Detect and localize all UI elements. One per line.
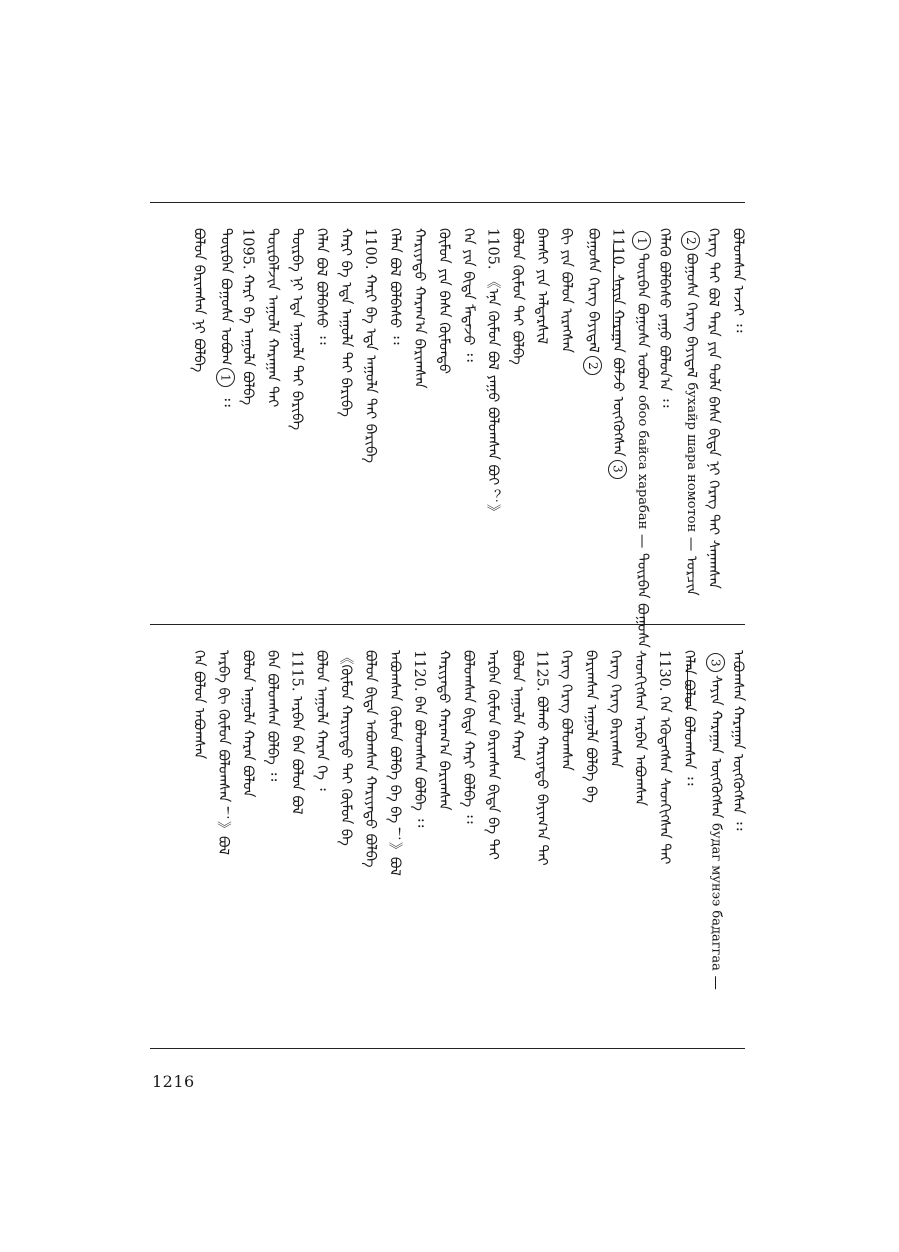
text-tail: — [707, 970, 724, 990]
upper-block-column [191, 228, 206, 372]
mongolian-text: 《ᠬᠦᠮᠦᠨ ᠬᠠᠷᠢᠶᠠᠲᠤ ᠲᠡᠢ ᠬᠦᠮᠦᠨ ᠪᠠ [337, 650, 354, 846]
upper-block-column [485, 228, 500, 519]
lower-block-column [608, 650, 623, 768]
line-number: 1095. [239, 228, 256, 275]
mongolian-text: ᠰᠠᠶᠢᠨ ᠬᠠᠷᠠᠭᠠᠨ ᠦᠭᠭᠦᠭᠰᠡᠨ [707, 675, 724, 824]
footnote-marker: 3 [706, 653, 725, 672]
footnote-marker: 2 [681, 231, 700, 250]
lower-block-column [583, 650, 598, 803]
mongolian-text: ᠪᠣᠭᠤᠰᠠ ᠬᠡᠷᠡᠭ ᠪᠠᠶᠢᠳᠠᠯ [585, 228, 601, 353]
cyrillic-transcription: будаг мунээ бадаггаа [708, 823, 724, 971]
mongolian-text: ᠳᠦᠷᠪᠡᠨ ᠪᠣᠭᠤᠰᠠ ᠣᠪᠣᠭ [217, 228, 234, 366]
mongolian-text: ᠬᠡᠯᠡᠨ ᠪᠣᠯᠤᠨ ᠪᠣᠯᠤᠭᠰᠠᠨ ᠄᠄ [680, 650, 697, 786]
upper-block-column [583, 228, 602, 378]
mongolian-text: ᠪᠣᠯᠬᠤ ᠬᠠᠷᠢᠶᠠᠲᠤ ᠪᠠᠶᠢᠭ᠎ᠠ ᠲᠡᠢ [533, 696, 550, 866]
lower-block-column [412, 650, 427, 827]
footnote-reference: 2 [583, 356, 602, 375]
lower-block-column [706, 650, 725, 990]
upper-block-column [559, 228, 574, 353]
upper-block-column [314, 228, 329, 345]
mongolian-text: ᠬᠦᠮᠦᠨ ᠶᠢᠨ ᠪᠠᠰᠠ ᠬᠦᠮᠦᠨᠳᠦ [435, 228, 452, 374]
mongolian-text: ᠪᠠᠷᠢᠭᠰᠠᠨ ᠠᠭᠤᠯᠠ ᠪᠣᠯᠪᠠ ᠪᠠ [582, 650, 599, 803]
upper-block-column [387, 228, 402, 345]
mongolian-text: ᠠᠪᠤᠭᠰᠠᠨ ᠬᠠᠷᠠᠭᠠᠨ ᠦᠭᠭᠦᠭᠰᠡᠨ ᠄᠄ [729, 650, 746, 831]
mongolian-text: ᠬᠡᠷᠡᠭ ᠬᠡᠷᠡᠭ ᠪᠣᠯᠤᠭᠰᠠᠨ [558, 650, 574, 771]
mongolian-text: ᠪᠢ ᠶᠢᠨ ᠪᠣᠯᠤᠨ ᠢᠷᠡᠭᠰᠡᠨ [558, 228, 574, 354]
mongolian-text: ᠪᠣᠯᠤᠭᠰᠠᠨ ᠠᠵᠠᠢ ᠄᠄ [729, 228, 746, 333]
upper-block-column [632, 228, 651, 648]
footnote-marker: 1 [632, 231, 651, 250]
lower-block-column [534, 650, 549, 866]
mongolian-text: ᠬᠡᠨ ᠡᠭᠦᠳᠡᠭᠰᠡᠨ ᠰᠡᠳᠬᠢᠭᠰᠡᠨ ᠲᠡᠢ [656, 696, 672, 865]
upper-block-column [534, 228, 549, 344]
mongolian-text: ᠪᠣᠯᠤᠨ ᠠᠭᠤᠯᠠ ᠬᠠᠷᠠᠨ [509, 650, 525, 761]
footnote-reference: 1 [216, 368, 235, 387]
bottom-rule [150, 1048, 745, 1049]
lower-block-column [363, 650, 378, 868]
line-number: 1100. [362, 228, 378, 275]
lower-block-column [240, 650, 255, 797]
mongolian-text: ᠬᠡᠯᠡᠨ ᠪᠣᠯ ᠪᠣᠯᠪᠠᠰᠤ ᠄᠄ [313, 228, 329, 345]
lower-block-column [216, 650, 231, 855]
line-number: 1110. [609, 228, 626, 275]
upper-block-column [412, 228, 427, 389]
upper-block-column [681, 228, 700, 596]
text-tail: — ᠳᠦᠷᠪᠡᠨ ᠪᠣᠭᠤᠰᠠ [634, 529, 650, 648]
mongolian-text: ᠬᠠᠷᠢᠶᠠᠲᠤ ᠬᠠᠷᠠᠭ᠎ᠠ ᠪᠠᠷᠢᠭᠰᠠᠨ [435, 650, 452, 811]
mongolian-text: ᠪᠣᠯᠤᠨ ᠬᠦᠮᠦᠨ ᠲᠡᠢ ᠪᠣᠯᠪᠠ [509, 228, 525, 365]
mongolian-text: ᠳᠦᠷᠪᠡᠨ ᠪᠣᠭᠤᠰᠠ ᠣᠪᠣᠭ [634, 253, 650, 396]
mongolian-text: ᠰᠡᠳᠬᠢᠭᠰᠡᠨ ᠠᠷᠪᠠᠨ ᠠᠪᠤᠭᠰᠠᠨ [631, 650, 648, 807]
upper-block-column [338, 228, 353, 417]
mongolian-text: 《ᠡᠨᠡ ᠬᠦᠮᠦᠨ ᠪᠣᠯ ᠶᠠᠭᠤ ᠪᠣᠯᠤᠭᠰᠠᠨ ᠪᠤᠢ ？》 [484, 274, 501, 519]
lower-block-column [485, 650, 500, 860]
upper-block-column [216, 228, 235, 407]
upper-block-column [289, 228, 304, 430]
mongolian-text: ᠪᠠᠭᠰᠢ ᠶᠢᠨ ᠠᠯᠳᠠᠷᠰᠢᠯ [533, 228, 550, 345]
lower-block-column [632, 650, 647, 806]
mongolian-text: ᠬᠡᠨ ᠶᠢᠨ ᠪᠢᠳᠡ ᠮᠡᠳᠡᠵᠦ ᠄᠄ [460, 228, 476, 362]
middle-rule [150, 624, 745, 625]
mongolian-text: ᠪᠣᠯᠤᠨ ᠠᠭᠤᠯᠠ ᠬᠠᠷᠠᠨ ᠪᠣᠯᠤᠨ [239, 650, 256, 798]
lower-block-column [681, 650, 696, 785]
mongolian-text: ᠪᠣᠯᠤᠭᠰᠠᠨ ᠪᠢᠳᠡ ᠬᠠᠷᠢ ᠪᠣᠯᠪᠠ ᠄᠄ [460, 650, 476, 824]
mongolian-text: ᠬᠠᠷᠢ ᠪᠠ ᠡᠳᠡ ᠠᠭᠤᠯᠠ ᠲᠡᠢ ᠪᠠᠷᠢᠪᠠ [362, 274, 378, 464]
line-number: 1125. [533, 650, 550, 697]
top-rule [150, 202, 745, 203]
mongolian-text: ᠬᠡᠨ ᠪᠣᠯᠤᠨ ᠠᠪᠤᠭᠰᠠᠨ [190, 650, 207, 760]
mongolian-text: ᠬᠡᠷᠡᠭ ᠬᠡᠷᠡᠭ ᠪᠠᠷᠢᠭᠰᠠᠨ [607, 650, 623, 768]
lower-block-column [387, 650, 402, 876]
mongolian-text: ᠠᠪᠤᠭᠰᠠᠨ ᠬᠦᠮᠦᠨ ᠪᠣᠯᠪᠠ ᠪᠠ ᠪᠠ ！》ᠪᠣᠯ [386, 650, 403, 876]
mongolian-text: ᠬᠡᠯᠡᠨ ᠪᠣᠯ ᠪᠣᠯᠪᠠᠰᠤ ᠄᠄ [386, 228, 403, 345]
line-number: 1130. [656, 650, 672, 697]
upper-block-column [240, 228, 255, 405]
mongolian-text: ᠳᠦᠷᠪᠡ ᠨᠢ ᠡᠳᠡ ᠠᠭᠤᠯᠠ ᠲᠡᠢ ᠪᠠᠷᠢᠪᠠ [288, 228, 305, 431]
lower-block-column [730, 650, 745, 830]
mongolian-text: ᠪᠣᠯᠤᠨ ᠪᠢᠳᠡ ᠠᠪᠤᠭᠰᠠᠨ ᠬᠠᠷᠢᠶᠠᠲᠤ ᠪᠣᠯᠪᠠ [362, 650, 378, 868]
mongolian-text: ᠰᠠᠶᠢᠨ ᠬᠠᠷᠠᠭᠠᠨ ᠪᠣᠯᠵᠤ ᠦᠭᠭᠦᠭᠰᠡᠨ [609, 274, 626, 457]
upper-block-column [706, 228, 721, 589]
mongolian-text: ᠳᠦᠷᠪᠡᠯᠵᠢᠨ ᠠᠭᠤᠯᠠ ᠬᠠᠷᠠᠭᠠᠨ ᠲᠡᠢ [264, 228, 280, 408]
lower-block-column [191, 650, 206, 759]
mongolian-text: ᠬᠠᠷᠢᠶᠠᠲᠤ ᠬᠠᠷᠠᠭ᠎ᠠ ᠪᠠᠷᠢᠭᠰᠠᠨ [411, 228, 427, 389]
mongolian-text: ᠠᠷᠪᠠᠨ ᠪᠠᠨ ᠪᠣᠯᠤᠨ ᠪᠣᠯ [288, 696, 305, 815]
upper-block-column [608, 228, 627, 482]
upper-block-column [265, 228, 280, 407]
footnote-reference: 3 [608, 460, 627, 479]
text-tail: — ᠣᠷᠴᠢᠨ [683, 532, 699, 596]
upper-block-column [363, 228, 378, 463]
lower-block-column [289, 650, 304, 815]
mongolian-text: ᠪᠠᠨ ᠪᠣᠯᠤᠭᠰᠠᠨ ᠪᠣᠯᠪᠠ ᠄᠄ [264, 650, 280, 782]
cyrillic-transcription: бухайр шара номотон [684, 382, 699, 533]
lower-block-column [436, 650, 451, 811]
lower-block-column [510, 650, 525, 761]
upper-block-column [730, 228, 745, 332]
upper-block-column [510, 228, 525, 365]
mongolian-text: ᠬᠠᠷᠢ ᠪᠠ ᠡᠳᠡ ᠠᠭᠤᠯᠠ ᠲᠡᠢ ᠪᠠᠷᠢᠪᠠ [337, 228, 354, 417]
mongolian-text: ᠬᠠᠷᠢ ᠪᠠ ᠠᠭᠤᠯᠠ ᠪᠣᠯᠪᠠ [239, 274, 256, 406]
line-number: 1105. [484, 228, 501, 275]
upper-block-column [436, 228, 451, 374]
page-number: 1216 [152, 1072, 195, 1091]
lower-block-column [314, 650, 329, 791]
cyrillic-transcription: обоо байса харабан [635, 395, 650, 530]
lower-block-column [657, 650, 672, 864]
mongolian-text: ᠪᠣᠭᠤᠰᠠ ᠬᠡᠷᠡᠭ ᠪᠠᠶᠢᠳᠠᠯ [683, 253, 699, 383]
lower-block-column [265, 650, 280, 781]
lower-block-column [559, 650, 574, 771]
upper-block-column [657, 228, 672, 407]
line-number: 1115. [288, 650, 305, 697]
mongolian-text: ᠪᠣᠯᠤᠨ ᠪᠠᠷᠢᠭᠰᠠᠨ ᠨᠢ ᠪᠣᠯᠪᠠ [190, 228, 207, 373]
lower-block-column [461, 650, 476, 823]
mongolian-text: ᠬᠡᠯᠡᠬᠦ ᠪᠣᠯᠪᠠᠰᠤ ᠶᠠᠭᠤ ᠪᠣᠯᠤᠨ᠎ᠠ ᠄᠄ [656, 228, 672, 408]
mongolian-text: ᠪᠣᠯᠤᠨ ᠠᠭᠤᠯᠠ ᠬᠠᠷᠠᠨ ᠬᠡ ᠄ [313, 650, 329, 791]
mongolian-text: ᠪᠠᠨ ᠪᠣᠯᠤᠭᠰᠠᠨ ᠪᠣᠯᠪᠠ ᠄᠄ [411, 696, 427, 828]
upper-block-column [461, 228, 476, 362]
mongolian-text: ᠠᠷᠪᠠᠨ ᠬᠦᠮᠦᠨ ᠪᠠᠷᠢᠭᠰᠠᠨ ᠪᠢᠳᠡ ᠪᠠ ᠲᠡᠢ [484, 650, 501, 860]
mongolian-text: ᠬᠡᠷᠡᠭ ᠲᠠᠢ ᠪᠣᠯ ᠲᠡᠷᠡ ᠶᠢᠨ ᠲᠣᠯᠠ ᠪᠠᠰᠠ ᠪᠢᠳᠡ ᠨᠢ ᠬᠡᠷᠡᠭ ᠲᠡᠢ ᠰᠠᠨᠠᠭᠰᠠᠨ [705, 228, 721, 589]
mongolian-text: ᠠᠷᠪᠠ ᠪᠢ ᠬᠦᠮᠦᠨ ᠪᠣᠯᠤᠭᠰᠠᠨ ！》ᠪᠣᠯ [215, 650, 231, 856]
line-number: 1120. [411, 650, 427, 697]
text-tail: ᠄᠄ [217, 390, 234, 407]
lower-block-column [338, 650, 353, 846]
